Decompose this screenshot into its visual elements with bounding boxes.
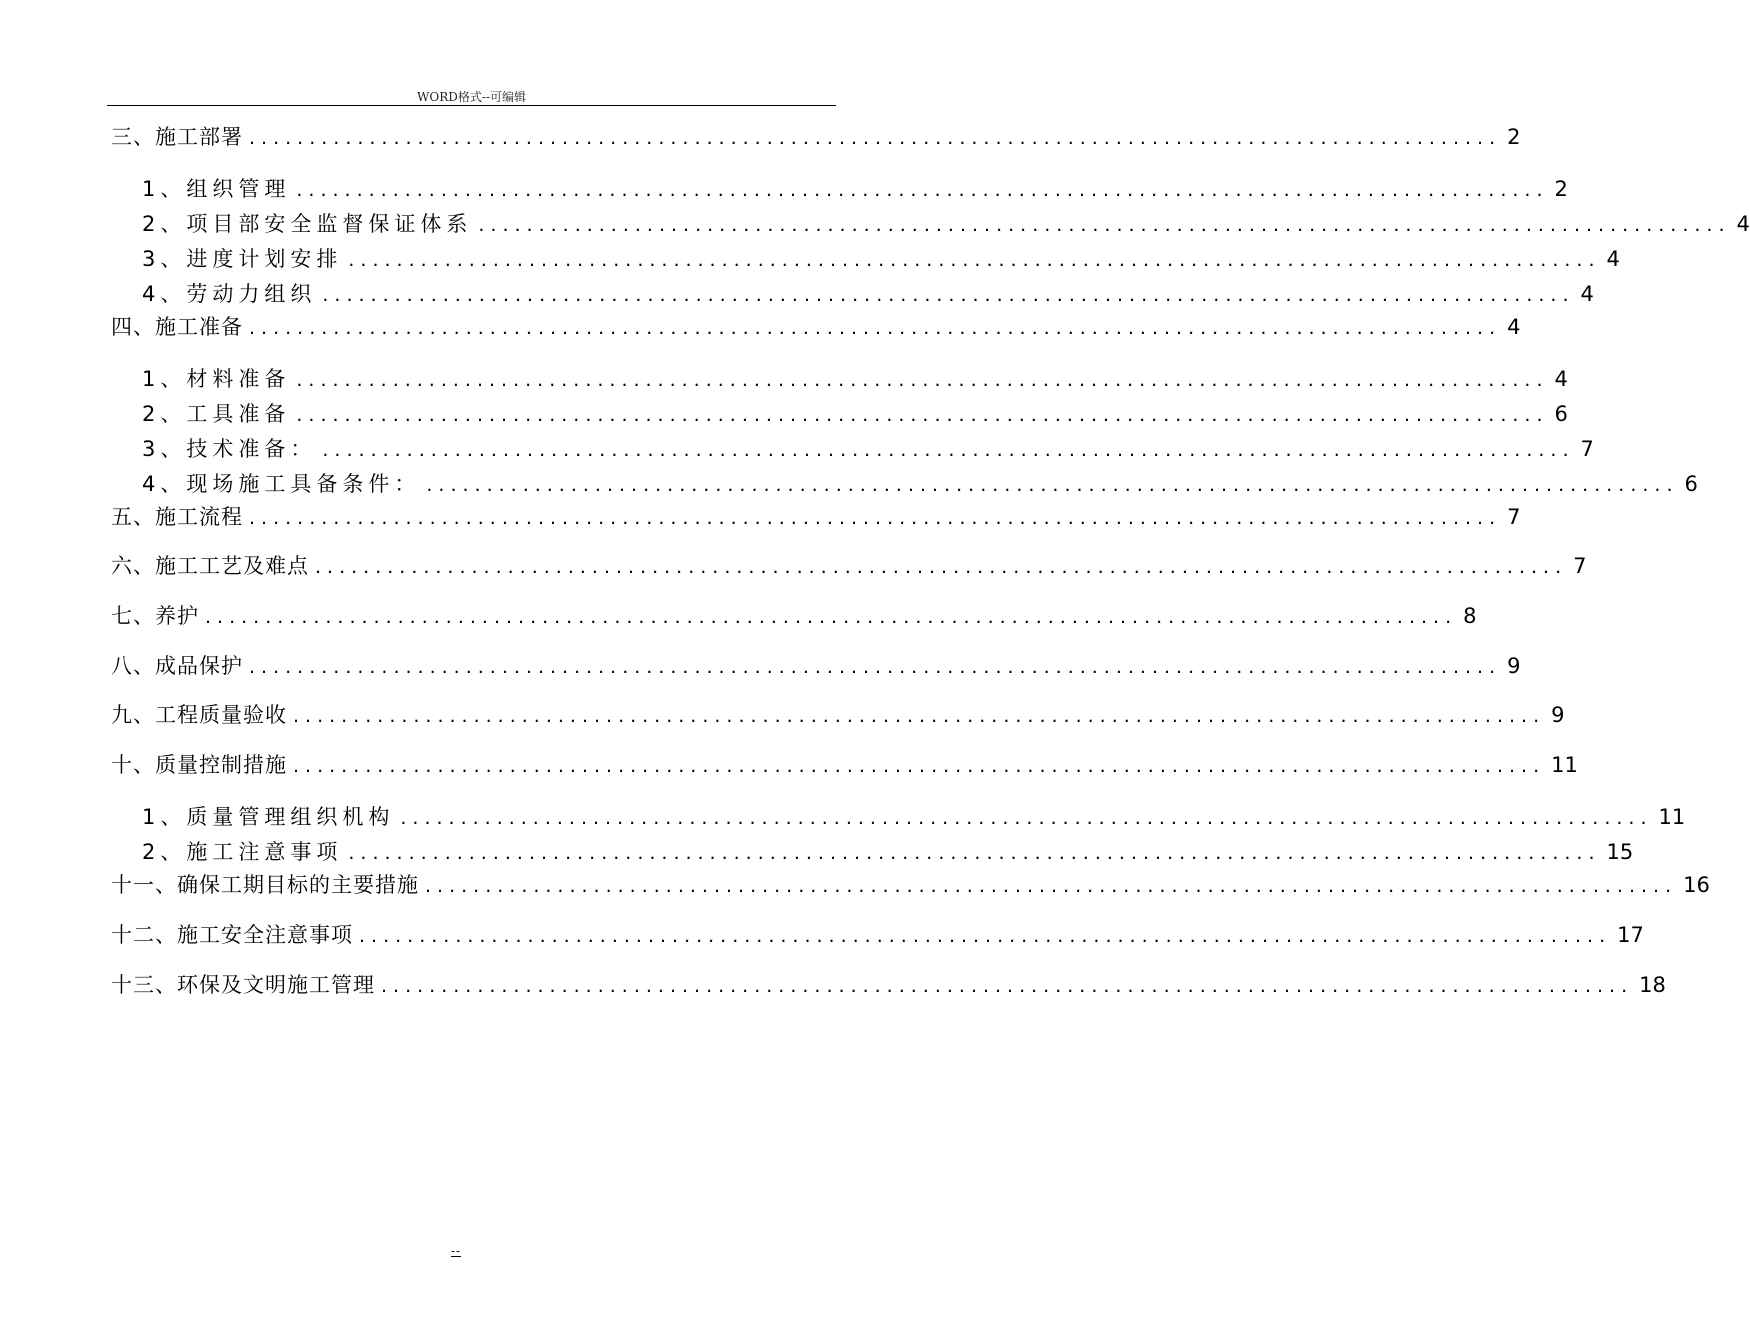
toc-entry-page: 7 (1580, 437, 1594, 461)
toc-entry-page: 16 (1683, 873, 1710, 897)
toc-leader-dots: ........................................................................................................ (296, 369, 1549, 391)
toc-entry-page: 4 (1507, 315, 1521, 339)
toc-entry[interactable] (111, 752, 1578, 779)
toc-entry-page: 9 (1551, 703, 1565, 727)
toc-entry[interactable] (111, 553, 1587, 580)
toc-entry[interactable] (142, 471, 1698, 498)
toc-entry[interactable] (142, 401, 1568, 428)
toc-leader-dots: ........................................................................................................ (296, 179, 1549, 201)
toc-entry-title: 十三、环保及文明施工管理 (111, 973, 375, 997)
toc-entry-title: 1、材料准备 (142, 367, 291, 391)
toc-entry-title: 4、劳动力组织 (142, 282, 317, 306)
toc-entry-page: 2 (1554, 177, 1568, 201)
toc-leader-dots: ........................................................................................................ (322, 284, 1575, 306)
toc-entry-title: 3、进度计划安排 (142, 247, 343, 271)
toc-entry-page: 15 (1606, 840, 1634, 864)
toc-entry[interactable] (111, 603, 1477, 630)
toc-leader-dots: ........................................................................................................ (249, 656, 1502, 678)
toc-entry[interactable] (142, 366, 1568, 393)
toc-leader-dots: ........................................................................................................ (359, 925, 1612, 947)
toc-leader-dots: ........................................................................................................ (293, 755, 1546, 777)
page-header: WORD格式--可编辑 (417, 90, 526, 104)
toc-entry[interactable] (111, 922, 1644, 949)
toc-leader-dots: ........................................................................................................ (425, 875, 1678, 897)
toc-leader-dots: ........................................................................................................ (381, 975, 1634, 997)
toc-entry-page: 4 (1554, 367, 1568, 391)
toc-leader-dots: ........................................................................................................ (249, 317, 1502, 339)
toc-entry-title: 三、施工部署 (111, 125, 243, 149)
toc-entry-title: 十二、施工安全注意事项 (111, 923, 353, 947)
toc-entry-page: 11 (1551, 753, 1578, 777)
page-footer: -- (450, 1244, 462, 1258)
toc-entry-page: 18 (1639, 973, 1666, 997)
toc-leader-dots: ........................................................................................................ (315, 556, 1568, 578)
toc-entry-title: 1、质量管理组织机构 (142, 805, 395, 829)
toc-entry-title: 五、施工流程 (111, 505, 243, 529)
toc-entry[interactable] (111, 972, 1666, 999)
toc-entry-page: 6 (1684, 472, 1698, 496)
toc-entry[interactable] (111, 504, 1521, 531)
toc-entry[interactable] (142, 211, 1750, 238)
toc-entry[interactable] (111, 124, 1521, 151)
toc-leader-dots: ........................................................................................................ (293, 705, 1546, 727)
toc-entry-page: 17 (1617, 923, 1644, 947)
toc-leader-dots: ........................................................................................................ (205, 606, 1458, 628)
toc-entry[interactable] (111, 702, 1565, 729)
toc-entry-title: 1、组织管理 (142, 177, 291, 201)
toc-leader-dots: ........................................................................................................ (348, 249, 1601, 271)
toc-entry-title: 十、质量控制措施 (111, 753, 287, 777)
toc-entry[interactable] (142, 804, 1686, 831)
toc-entry-title: 六、施工工艺及难点 (111, 554, 309, 578)
toc-entry-page: 9 (1507, 654, 1521, 678)
toc-entry[interactable] (111, 872, 1710, 899)
toc-leader-dots: ........................................................................................................ (478, 214, 1731, 236)
toc-entry-page: 2 (1507, 125, 1521, 149)
toc-entry[interactable] (142, 246, 1620, 273)
toc-leader-dots: ........................................................................................................ (322, 439, 1575, 461)
toc-entry[interactable] (111, 314, 1521, 341)
toc-entry-title: 2、施工注意事项 (142, 840, 343, 864)
toc-entry-title: 八、成品保护 (111, 654, 243, 678)
toc-entry-page: 7 (1573, 554, 1587, 578)
toc-entry-title: 七、养护 (111, 604, 199, 628)
toc-entry[interactable] (142, 176, 1568, 203)
toc-entry-page: 7 (1507, 505, 1521, 529)
toc-entry[interactable] (142, 436, 1594, 463)
toc-entry-title: 4、现场施工具备条件： (142, 472, 421, 496)
toc-leader-dots: ........................................................................................................ (249, 507, 1502, 529)
toc-entry-title: 3、技术准备： (142, 437, 317, 461)
toc-entry[interactable] (111, 653, 1521, 680)
toc-entry[interactable] (142, 281, 1594, 308)
toc-leader-dots: ........................................................................................................ (348, 842, 1601, 864)
toc-entry[interactable] (142, 839, 1634, 866)
toc-entry-title: 九、工程质量验收 (111, 703, 287, 727)
toc-entry-page: 8 (1463, 604, 1477, 628)
toc-leader-dots: ........................................................................................................ (249, 127, 1502, 149)
toc-leader-dots: ........................................................................................................ (296, 404, 1549, 426)
toc-entry-page: 4 (1606, 247, 1620, 271)
toc-entry-title: 2、项目部安全监督保证体系 (142, 212, 473, 236)
toc-entry-title: 2、工具准备 (142, 402, 291, 426)
toc-entry-page: 6 (1554, 402, 1568, 426)
toc-entry-page: 4 (1736, 212, 1750, 236)
toc-leader-dots: ........................................................................................................ (400, 807, 1653, 829)
toc-entry-title: 四、施工准备 (111, 315, 243, 339)
toc-entry-page: 4 (1580, 282, 1594, 306)
toc-entry-page: 11 (1658, 805, 1686, 829)
toc-leader-dots: ........................................................................................................ (426, 474, 1679, 496)
toc-entry-title: 十一、确保工期目标的主要措施 (111, 873, 419, 897)
